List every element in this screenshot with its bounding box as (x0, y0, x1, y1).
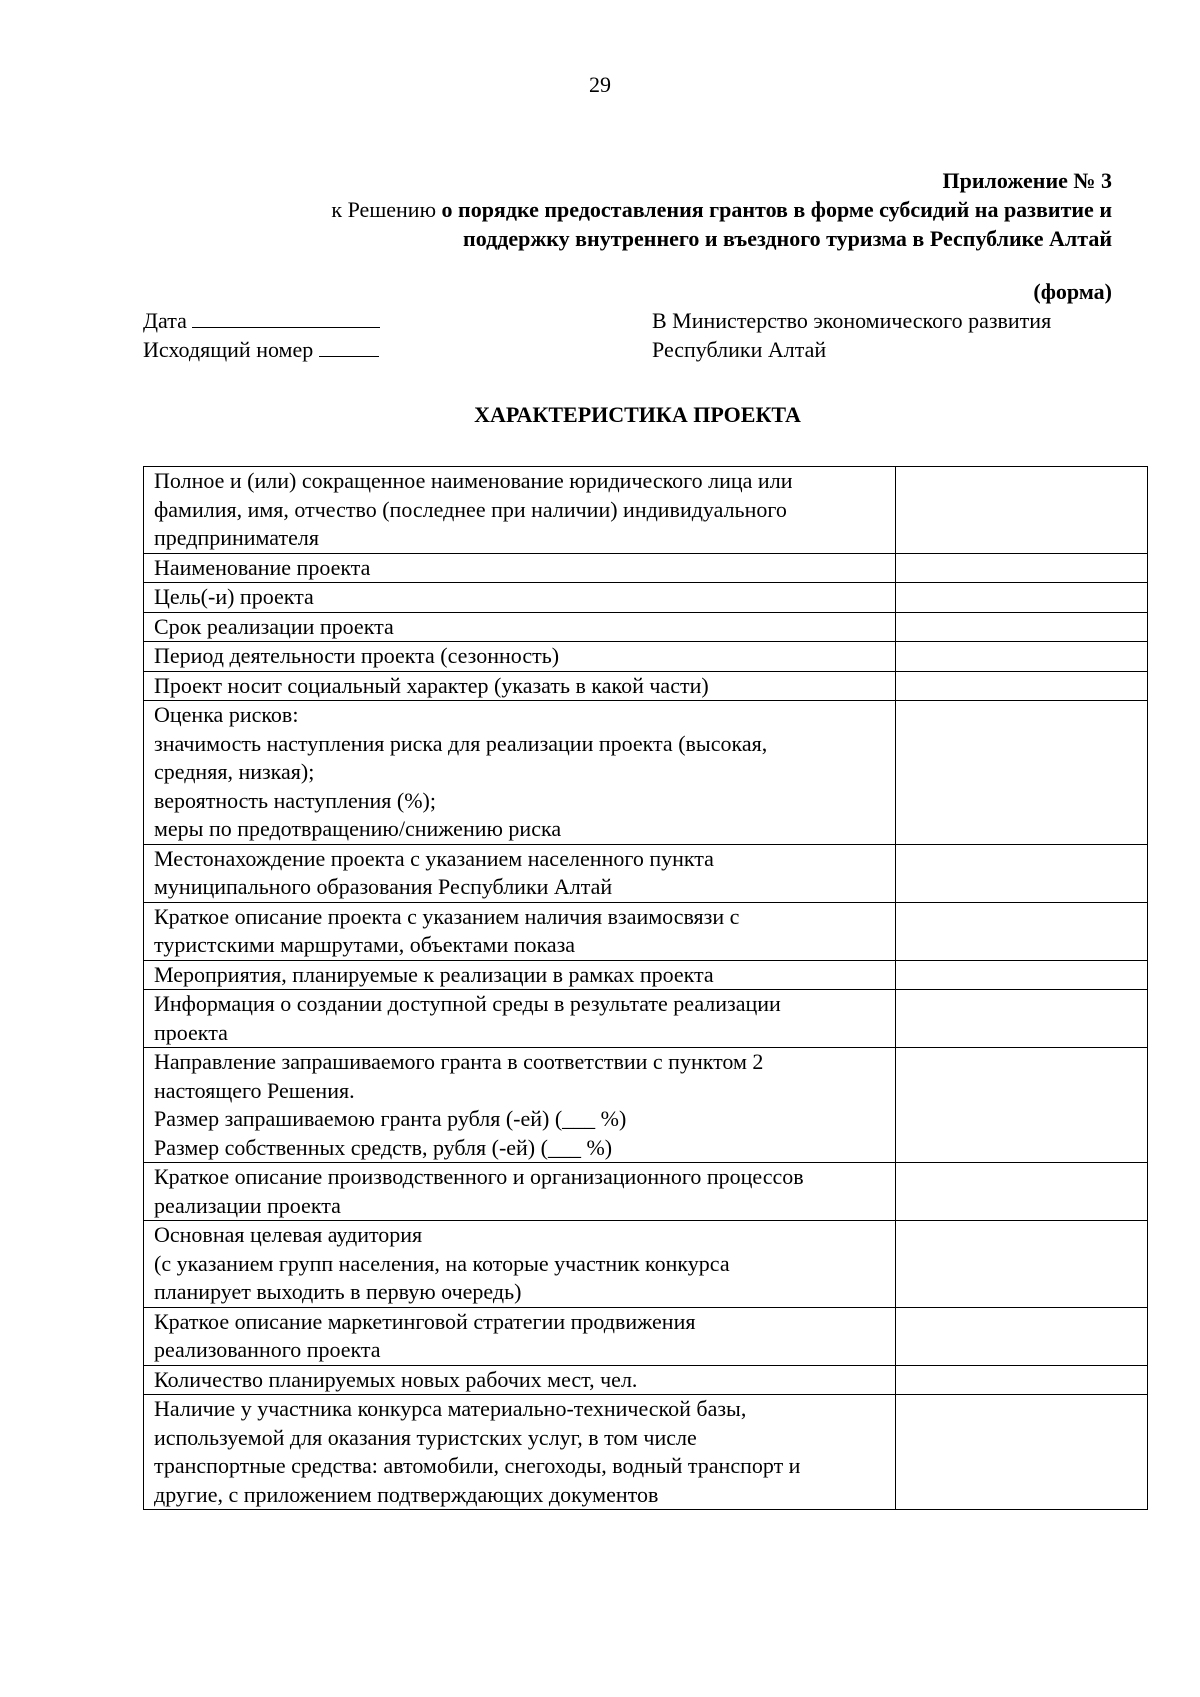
meta-left (143, 306, 380, 364)
date-line (143, 306, 380, 335)
row-label: Период деятельности проекта (сезонность) (144, 642, 896, 672)
outgoing-number-field[interactable] (319, 338, 379, 357)
row-value-cell[interactable] (896, 467, 1148, 554)
row-label: Цель(-и) проекта (144, 583, 896, 613)
row-value-cell[interactable] (896, 1307, 1148, 1365)
table-row (144, 844, 1148, 902)
recipient-line-1: В Министерство экономического развития (652, 308, 1052, 333)
table-row (144, 1163, 1148, 1221)
table-row (144, 553, 1148, 583)
row-value-cell[interactable] (896, 701, 1148, 845)
table-row (144, 701, 1148, 845)
row-label: Полное и (или) сокращенное наименование юридического лица или фамилия, имя, отчество (последнее при наличии) индивидуального предпринимателя (144, 467, 896, 554)
recipient-block (652, 306, 1051, 364)
row-label: Информация о создании доступной среды в результате реализации проекта (144, 990, 896, 1048)
annex-header (212, 166, 1112, 253)
row-label: Количество планируемых новых рабочих мест, чел. (144, 1365, 896, 1395)
row-label: Наименование проекта (144, 553, 896, 583)
table-row (144, 1048, 1148, 1163)
row-value-cell[interactable] (896, 1163, 1148, 1221)
table-row (144, 642, 1148, 672)
row-value-cell[interactable] (896, 1048, 1148, 1163)
annex-line-1: к Решению о порядке предоставления грантов в форме субсидий на развитие и (331, 197, 1112, 222)
table-row (144, 1395, 1148, 1510)
row-label: Краткое описание маркетинговой стратегии продвижения реализованного проекта (144, 1307, 896, 1365)
row-label: Направление запрашиваемого гранта в соответствии с пунктом 2 настоящего Решения. Размер запрашиваемою гранта рубля (-ей) (___ %) Размер собственных средств, рубля (-ей) (___ %) (144, 1048, 896, 1163)
row-value-cell[interactable] (896, 1221, 1148, 1308)
date-label: Дата (143, 308, 187, 333)
table-row (144, 612, 1148, 642)
row-value-cell[interactable] (896, 1365, 1148, 1395)
form-label: (форма) (1033, 279, 1112, 304)
project-characteristics-table (143, 466, 1148, 1510)
row-label: Основная целевая аудитория (с указанием групп населения, на которые участник конкурса планирует выходить в первую очередь) (144, 1221, 896, 1308)
row-value-cell[interactable] (896, 553, 1148, 583)
annex-title: Приложение № 3 (942, 168, 1112, 193)
row-value-cell[interactable] (896, 990, 1148, 1048)
table-row (144, 902, 1148, 960)
outgoing-number-label: Исходящий номер (143, 337, 314, 362)
row-label: Краткое описание производственного и организационного процессов реализации проекта (144, 1163, 896, 1221)
row-label: Проект носит социальный характер (указать в какой части) (144, 671, 896, 701)
row-value-cell[interactable] (896, 1395, 1148, 1510)
table-row (144, 1307, 1148, 1365)
recipient-line-2: Республики Алтай (652, 337, 827, 362)
row-value-cell[interactable] (896, 902, 1148, 960)
row-value-cell[interactable] (896, 960, 1148, 990)
table-row (144, 1221, 1148, 1308)
row-label: Срок реализации проекта (144, 612, 896, 642)
annex-line-2: поддержку внутреннего и въездного туризма в Республике Алтай (463, 226, 1112, 251)
table-row (144, 583, 1148, 613)
row-value-cell[interactable] (896, 583, 1148, 613)
row-label: Оценка рисков: значимость наступления риска для реализации проекта (высокая, средняя, низкая); вероятность наступления (%); меры по предотвращению/снижению риска (144, 701, 896, 845)
table-row (144, 990, 1148, 1048)
row-label: Краткое описание проекта с указанием наличия взаимосвязи с туристскими маршрутами, объектами показа (144, 902, 896, 960)
row-value-cell[interactable] (896, 671, 1148, 701)
date-field[interactable] (192, 309, 380, 328)
row-label: Местонахождение проекта с указанием населенного пункта муниципального образования Республики Алтай (144, 844, 896, 902)
table-row (144, 467, 1148, 554)
outgoing-number-line (143, 335, 380, 364)
table-row (144, 960, 1148, 990)
row-value-cell[interactable] (896, 642, 1148, 672)
page-number: 29 (589, 72, 611, 97)
row-value-cell[interactable] (896, 612, 1148, 642)
row-label: Мероприятия, планируемые к реализации в рамках проекта (144, 960, 896, 990)
row-value-cell[interactable] (896, 844, 1148, 902)
document-title: ХАРАКТЕРИСТИКА ПРОЕКТА (474, 402, 801, 427)
table-row (144, 671, 1148, 701)
row-label: Наличие у участника конкурса материально-технической базы, используемой для оказания туристских услуг, в том числе транспортные средства: автомобили, снегоходы, водный транспорт и другие, с приложением подтверждающих документов (144, 1395, 896, 1510)
table-row (144, 1365, 1148, 1395)
